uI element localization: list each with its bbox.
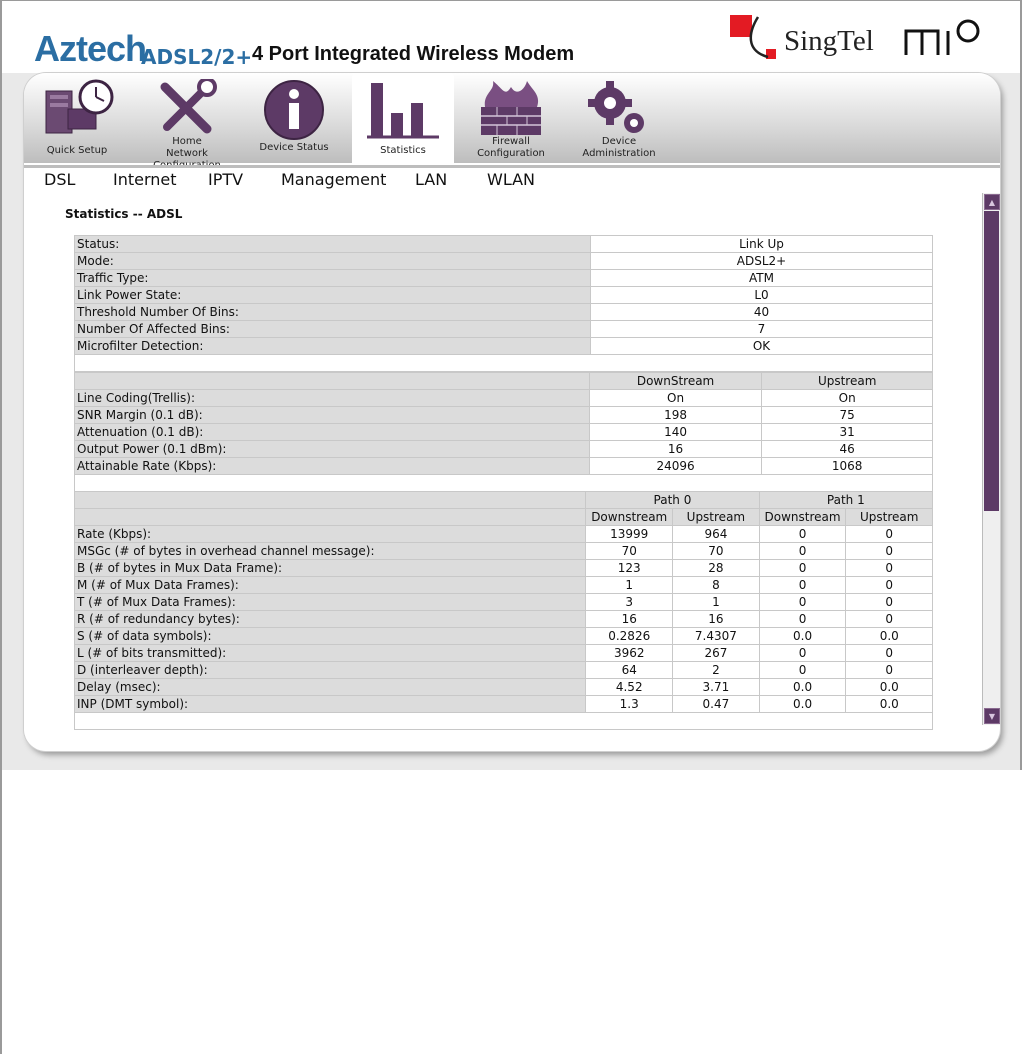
path-value: 4.52 — [586, 679, 673, 696]
path-value: 7.4307 — [673, 628, 759, 645]
scroll-thumb[interactable] — [984, 211, 999, 511]
nav-device-status[interactable] — [248, 73, 340, 163]
table-row — [75, 441, 933, 458]
table-row — [75, 407, 933, 424]
path-value: 0 — [846, 645, 933, 662]
path-value: 0 — [759, 526, 846, 543]
nav-statistics[interactable] — [352, 73, 454, 163]
table-spacer — [75, 713, 933, 730]
subnav-management[interactable]: Management — [281, 170, 387, 189]
row-value: ADSL2+ — [591, 253, 933, 270]
nav-label-device-administration: Device Administration — [582, 136, 656, 159]
path-value: 1.3 — [586, 696, 673, 713]
downstream-value: 198 — [589, 407, 762, 424]
table-row — [75, 696, 933, 713]
scroll-up-icon[interactable]: ▲ — [984, 194, 1000, 210]
table-subheader-row — [75, 509, 933, 526]
upstream-value: 1068 — [762, 458, 933, 475]
header-empty-cell — [75, 492, 586, 509]
main-navigation — [24, 73, 1000, 163]
row-label: B (# of bytes in Mux Data Frame): — [75, 560, 586, 577]
upstream-value: 75 — [762, 407, 933, 424]
product-title: 4 Port Integrated Wireless Modem — [252, 43, 575, 65]
mio-logo-icon — [902, 17, 982, 59]
table-spacer — [75, 355, 933, 372]
row-label: INP (DMT symbol): — [75, 696, 586, 713]
path-value: 123 — [586, 560, 673, 577]
frame-border — [0, 770, 2, 1054]
adsl-logo-sub: ADSL2/2+ — [141, 45, 253, 69]
row-value: Link Up — [591, 236, 933, 253]
status-table — [74, 235, 933, 372]
path-value: 28 — [673, 560, 759, 577]
row-label: Line Coding(Trellis): — [75, 390, 590, 407]
table-header-row — [75, 492, 933, 509]
table-row — [75, 390, 933, 407]
upstream-value: 31 — [762, 424, 933, 441]
row-label: Attainable Rate (Kbps): — [75, 458, 590, 475]
sub-navigation — [24, 165, 1000, 195]
column-header: Upstream — [846, 509, 933, 526]
line-table — [74, 372, 933, 492]
nav-label-statistics: Statistics — [380, 145, 426, 156]
path-value: 3962 — [586, 645, 673, 662]
nav-firewall[interactable] — [462, 73, 560, 163]
table-row — [75, 628, 933, 645]
path-value: 70 — [586, 543, 673, 560]
table-row — [75, 577, 933, 594]
row-value: OK — [591, 338, 933, 355]
path-value: 8 — [673, 577, 759, 594]
tools-icon — [157, 79, 217, 137]
path-value: 0 — [759, 543, 846, 560]
page-title: Statistics -- ADSL — [65, 207, 183, 221]
bar-chart-icon — [365, 79, 441, 141]
table-row — [75, 560, 933, 577]
table-row — [75, 321, 933, 338]
table-row — [75, 526, 933, 543]
header-empty-cell — [75, 509, 586, 526]
table-row — [75, 253, 933, 270]
gears-icon — [584, 79, 654, 137]
row-label: S (# of data symbols): — [75, 628, 586, 645]
path-value: 0 — [759, 645, 846, 662]
downstream-value: 16 — [589, 441, 762, 458]
nav-quick-setup[interactable] — [30, 73, 124, 163]
row-label: Status: — [75, 236, 591, 253]
path-value: 1 — [586, 577, 673, 594]
column-header: Upstream — [762, 373, 933, 390]
path-value: 0.0 — [759, 696, 846, 713]
nav-label-home-network: Home Network — [166, 136, 208, 159]
row-label: Attenuation (0.1 dB): — [75, 424, 590, 441]
table-row — [75, 236, 933, 253]
table-spacer — [75, 475, 933, 492]
row-label: SNR Margin (0.1 dB): — [75, 407, 590, 424]
table-row — [75, 611, 933, 628]
column-header: DownStream — [589, 373, 762, 390]
nav-device-administration[interactable] — [570, 73, 668, 163]
firewall-icon — [477, 79, 545, 137]
main-panel — [24, 73, 1000, 751]
column-header: Upstream — [673, 509, 759, 526]
row-label: Mode: — [75, 253, 591, 270]
downstream-value: 140 — [589, 424, 762, 441]
path-value: 0 — [759, 577, 846, 594]
row-label: D (interleaver depth): — [75, 662, 586, 679]
aztech-logo: Aztech — [34, 28, 147, 69]
table-row — [75, 304, 933, 321]
path-value: 3.71 — [673, 679, 759, 696]
row-value: 7 — [591, 321, 933, 338]
path-value: 0.47 — [673, 696, 759, 713]
quick-setup-icon — [34, 79, 120, 135]
table-row — [75, 287, 933, 304]
nav-label-quick-setup: Quick Setup — [46, 145, 108, 156]
path-table — [74, 491, 933, 730]
upstream-value: 46 — [762, 441, 933, 458]
row-value: L0 — [591, 287, 933, 304]
subnav-dsl[interactable]: DSL — [44, 170, 76, 189]
content-area — [24, 193, 982, 751]
table-row — [75, 424, 933, 441]
path-header: Path 1 — [759, 492, 932, 509]
row-label: Delay (msec): — [75, 679, 586, 696]
path-value: 0 — [759, 594, 846, 611]
column-header: Downstream — [586, 509, 673, 526]
header-empty-cell — [75, 373, 590, 390]
path-value: 16 — [673, 611, 759, 628]
table-row — [75, 662, 933, 679]
table-row — [75, 458, 933, 475]
path-value: 0.0 — [846, 696, 933, 713]
path-value: 13999 — [586, 526, 673, 543]
path-value: 0.2826 — [586, 628, 673, 645]
downstream-value: 24096 — [589, 458, 762, 475]
nav-home-network[interactable] — [140, 73, 234, 163]
column-header: Downstream — [759, 509, 846, 526]
path-value: 0 — [759, 560, 846, 577]
path-value: 2 — [673, 662, 759, 679]
row-label: Output Power (0.1 dBm): — [75, 441, 590, 458]
table-row — [75, 594, 933, 611]
row-label: R (# of redundancy bytes): — [75, 611, 586, 628]
path-value: 0.0 — [759, 628, 846, 645]
scroll-down-icon[interactable]: ▼ — [984, 708, 1000, 724]
table-row — [75, 270, 933, 287]
row-label: M (# of Mux Data Frames): — [75, 577, 586, 594]
path-value: 0 — [846, 594, 933, 611]
path-value: 0 — [846, 543, 933, 560]
upstream-value: On — [762, 390, 933, 407]
table-row — [75, 543, 933, 560]
row-value: ATM — [591, 270, 933, 287]
path-value: 64 — [586, 662, 673, 679]
singtel-logo-text: SingTel — [784, 25, 874, 57]
path-value: 0 — [846, 611, 933, 628]
row-value: 40 — [591, 304, 933, 321]
row-label: T (# of Mux Data Frames): — [75, 594, 586, 611]
spacer-cell — [75, 713, 933, 730]
path-value: 0 — [846, 560, 933, 577]
path-value: 0.0 — [759, 679, 846, 696]
row-label: Link Power State: — [75, 287, 591, 304]
path-value: 16 — [586, 611, 673, 628]
row-label: Microfilter Detection: — [75, 338, 591, 355]
path-value: 1 — [673, 594, 759, 611]
subnav-lan[interactable]: LAN — [415, 170, 448, 189]
info-icon — [263, 79, 325, 141]
nav-label-firewall: Firewall Configuration — [477, 136, 545, 159]
spacer-cell — [75, 475, 933, 492]
path-header: Path 0 — [586, 492, 759, 509]
subnav-wlan[interactable]: WLAN — [487, 170, 536, 189]
nav-label-device-status: Device Status — [259, 142, 329, 153]
row-label: Threshold Number Of Bins: — [75, 304, 591, 321]
table-header-row — [75, 373, 933, 390]
subnav-internet[interactable]: Internet — [113, 170, 177, 189]
row-label: Number Of Affected Bins: — [75, 321, 591, 338]
row-label: Traffic Type: — [75, 270, 591, 287]
path-value: 0 — [759, 662, 846, 679]
path-value: 0 — [846, 577, 933, 594]
path-value: 0.0 — [846, 679, 933, 696]
path-value: 0 — [846, 662, 933, 679]
spacer-cell — [75, 355, 933, 372]
header — [2, 1, 1020, 73]
row-label: Rate (Kbps): — [75, 526, 586, 543]
path-value: 0.0 — [846, 628, 933, 645]
table-row — [75, 338, 933, 355]
path-value: 0 — [846, 526, 933, 543]
table-row — [75, 679, 933, 696]
row-label: MSGc (# of bytes in overhead channel message): — [75, 543, 586, 560]
table-row — [75, 645, 933, 662]
path-value: 3 — [586, 594, 673, 611]
path-value: 267 — [673, 645, 759, 662]
downstream-value: On — [589, 390, 762, 407]
path-value: 0 — [759, 611, 846, 628]
path-value: 70 — [673, 543, 759, 560]
subnav-iptv[interactable]: IPTV — [208, 170, 244, 189]
row-label: L (# of bits transmitted): — [75, 645, 586, 662]
vertical-scrollbar[interactable] — [982, 193, 1000, 725]
path-value: 964 — [673, 526, 759, 543]
